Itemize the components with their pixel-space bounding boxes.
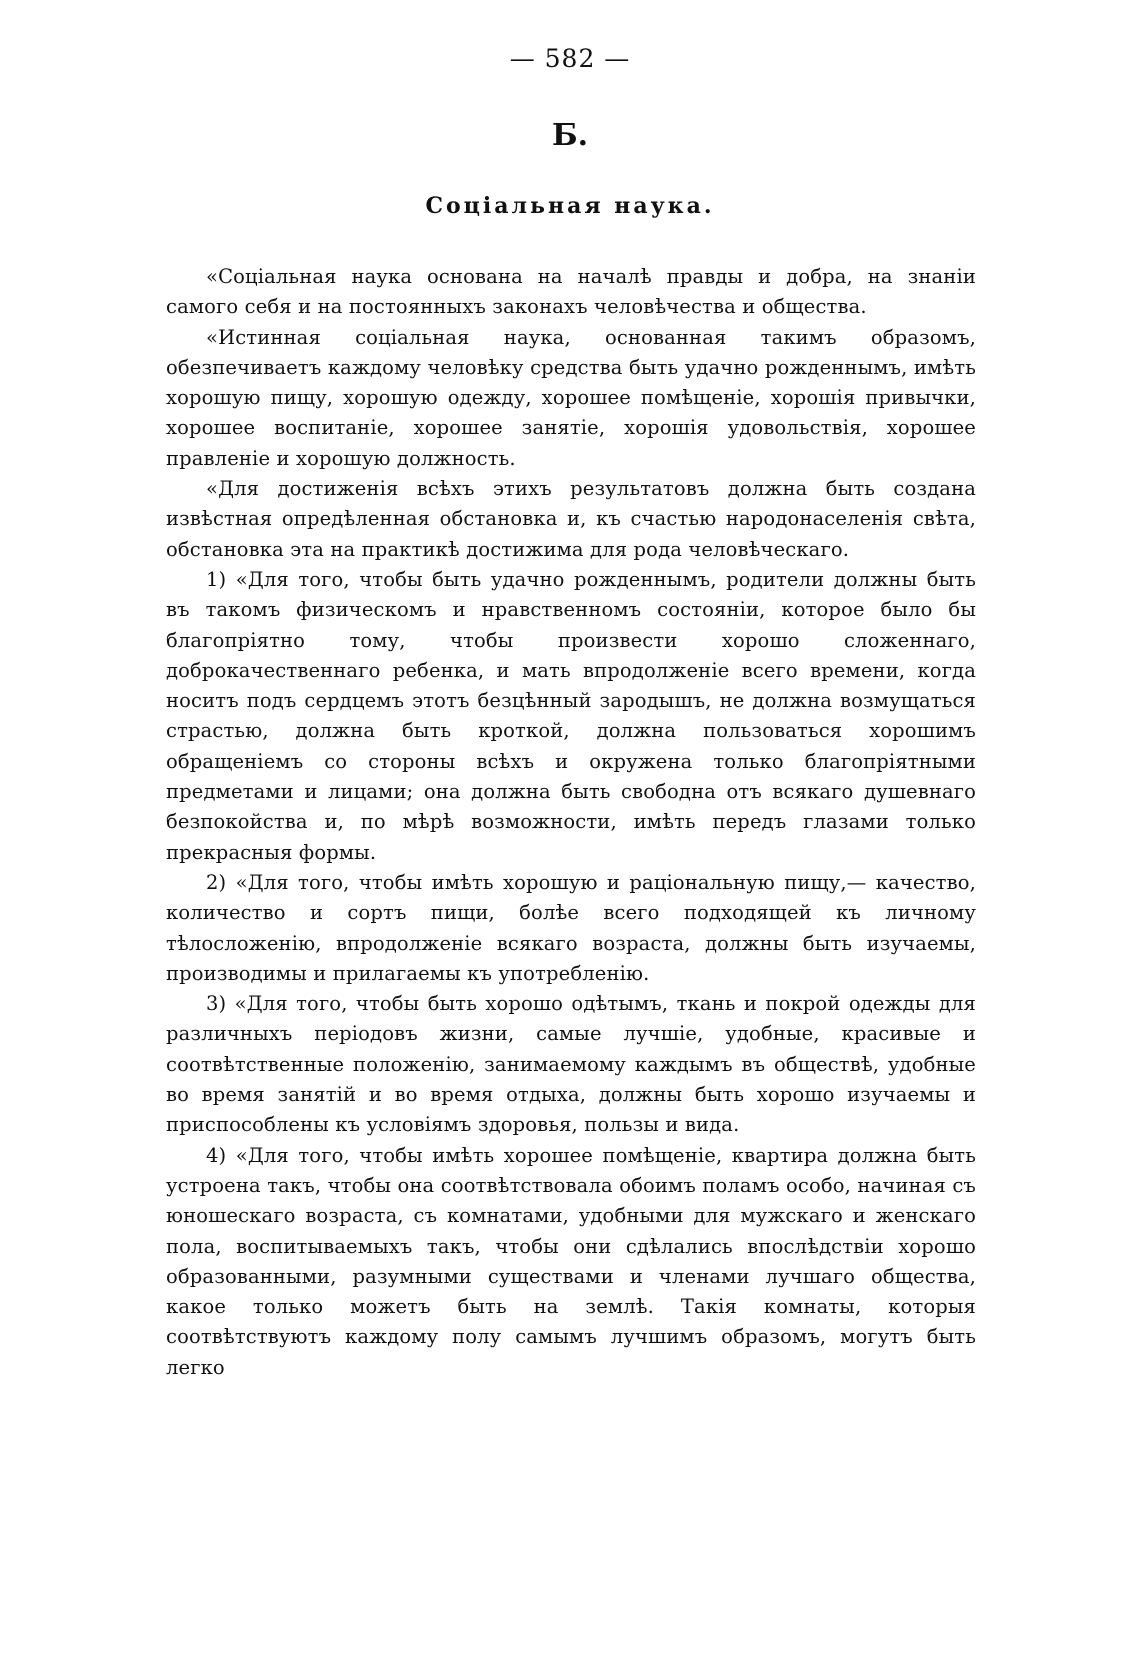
paragraph-true-science: «Истинная соціальная наука, основанная такимъ образомъ, обезпечиваетъ каждому человѣку средства быть удачно рожденнымъ, имѣть хорошую пищу, хорошую одежду, хорошее помѣщеніе, хорошія привычки, хорошее воспитаніе, хорошее занятіе, хорошія удовольствія, хорошее правленіе и хорошую должность. — [166, 325, 976, 470]
section-title: Соціальная наука. — [425, 193, 715, 219]
paragraph-intro: «Соціальная наука основана на началѣ правды и добра, на знаніи самого себя и на постоянныхъ законахъ человѣчества и общества. — [166, 265, 976, 319]
paragraph-point-1: 1) «Для того, чтобы быть удачно рожденнымъ, родители должны быть въ такомъ физическомъ и нравственномъ состояніи, которое было бы благопріятно тому, чтобы произвести хорошо сложеннаго, доброкачественнаго ребенка, и мать впродолженіе всего времени, когда носитъ подъ сердцемъ этотъ безцѣнный зародышъ, не должна возмущаться страстью, должна быть кроткой, должна пользоваться хорошимъ обращеніемъ со стороны всѣхъ и окружена только благопріятными предметами и лицами; она должна быть свободна отъ всякаго душевнаго безпокойства и, по мѣрѣ возможности, имѣть передъ глазами только прекрасныя формы. — [166, 567, 976, 864]
page-number: — 582 — — [509, 44, 631, 73]
section-letter: Б. — [551, 118, 589, 153]
paragraph-point-4: 4) «Для того, чтобы имѣть хорошее помѣщеніе, квартира должна быть устроена такъ, чтобы она соотвѣтствовала обоимъ поламъ особо, начиная съ юношескаго возраста, съ комнатами, удобными для мужскаго и женскаго пола, воспитываемыхъ такъ, чтобы они сдѣлались впослѣдствіи хорошо образованными, разумными существами и членами лучшаго общества, какое только можетъ быть на землѣ. Такія комнаты, которыя соотвѣтствуютъ каждому полу самымъ лучшимъ образомъ, могутъ быть легко — [166, 1143, 976, 1379]
paragraph-conditions: «Для достиженія всѣхъ этихъ результатовъ должна быть создана извѣстная опредѣленная обстановка и, къ счастью народонаселенія свѣта, обстановка эта на практикѣ достижима для рода человѣческаго. — [166, 477, 976, 561]
paragraph-point-2: 2) «Для того, чтобы имѣть хорошую и раціональную пищу,— качество, количество и сортъ пищи, болѣе всего подходящей къ личному тѣлосложенію, впродолженіе всякаго возраста, должны быть изучаемы, производимы и прилагаемы къ употребленію. — [166, 870, 976, 985]
body-text — [166, 262, 976, 1383]
paragraph-point-3: 3) «Для того, чтобы быть хорошо одѣтымъ, ткань и покрой одежды для различныхъ періодовъ жизни, самые лучшіе, удобные, красивые и соотвѣтственные положенію, занимаемому каждымъ въ обществѣ, удобные во время занятій и во время отдыха, должны быть хорошо изучаемы и приспособлены къ условіямъ здоровья, пользы и вида. — [166, 992, 976, 1137]
